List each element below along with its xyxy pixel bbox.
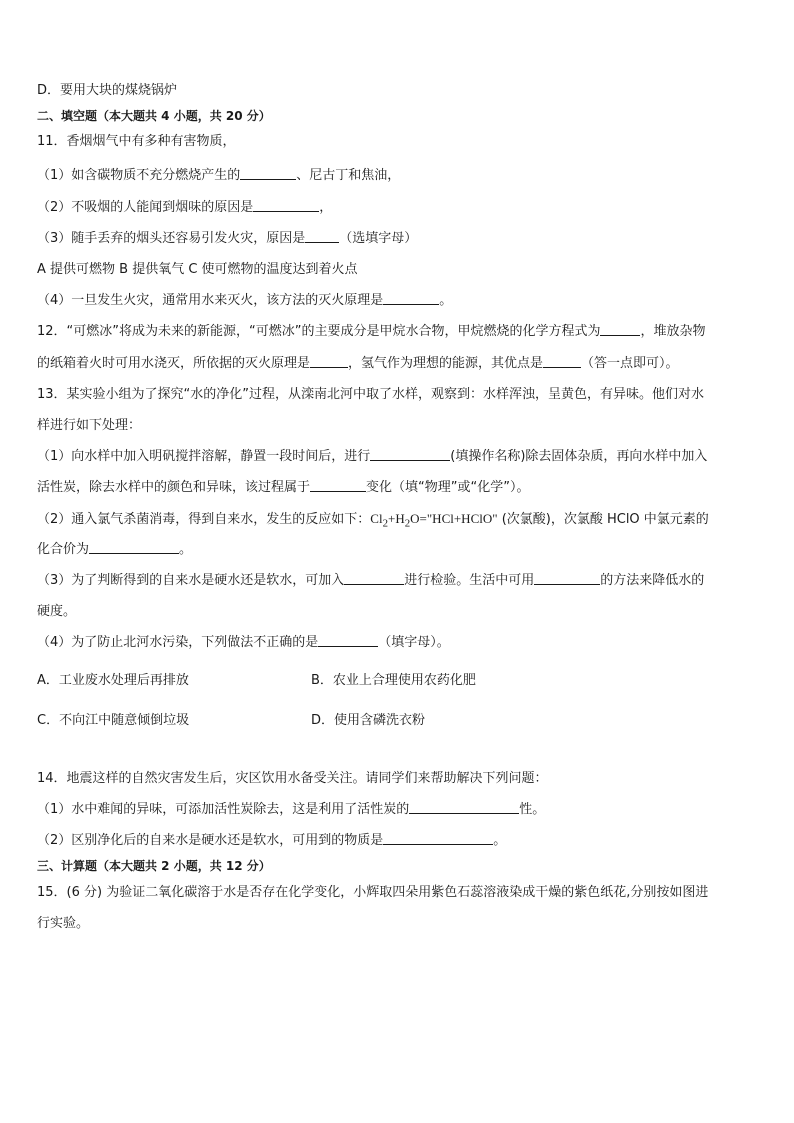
q13-part1b-text: 活性炭，除去水样中的颜色和异味，该过程属于 [37, 480, 311, 495]
q14-part1-text: （1）水中难闻的异味，可添加活性炭除去，这是利用了活性炭的 [37, 802, 410, 817]
answer-blank[interactable] [344, 572, 404, 585]
q13-part3a-mid: 进行检验。生活中可用 [404, 573, 535, 588]
answer-blank[interactable] [240, 167, 296, 180]
q11-part3 [37, 230, 759, 247]
q15-line1: 15．(6 分) 为验证二氧化碳溶于水是否存在化学变化，小辉取四朵用紫色石蕊溶液染成干燥的紫色纸花,分别按如图进 [37, 885, 709, 900]
q13-part1a [37, 448, 759, 465]
q13-option-c: C．不向江中随意倾倒垃圾 [37, 713, 190, 728]
q13-part1a-tail: (填操作名称)除去固体杂质，再向水样中加入 [450, 449, 708, 464]
answer-blank[interactable] [310, 479, 366, 492]
q13-part3a-text: （3）为了判断得到的自来水是硬水还是软水，可加入 [37, 573, 345, 588]
q13-part1a-text: （1）向水样中加入明矾搅拌溶解，静置一段时间后，进行 [37, 449, 371, 464]
q15-line2: 行实验。 [37, 916, 90, 931]
section2-title: 二、填空题（本大题共 4 小题，共 20 分） [37, 109, 271, 123]
q14-part1 [37, 801, 759, 818]
answer-blank[interactable] [310, 355, 348, 368]
q12-line1-text: 12．“可燃冰”将成为未来的新能源，“可燃冰”的主要成分是甲烷水合物，甲烷燃烧的化学方程式为 [37, 324, 601, 339]
q11-part3-tail: （选填字母） [339, 231, 418, 246]
answer-blank[interactable] [370, 448, 450, 461]
answer-blank[interactable] [383, 292, 439, 305]
eq-cl: Cl [370, 511, 383, 526]
q10-option-d: D．要用大块的煤烧锅炉 [37, 83, 178, 98]
q12-line2-mid: ，氢气作为理想的能源，其优点是 [348, 356, 544, 371]
q13-part4-text: （4）为了防止北河水污染，下列做法不正确的是 [37, 635, 319, 650]
q13-part2a-tail: (次氯酸)，次氯酸 HClO 中氯元素的 [497, 512, 709, 527]
q11-part3-text: （3）随手丢弃的烟头还容易引发火灾，原因是 [37, 231, 306, 246]
q13-part1b-tail: 变化（填“物理”或“化学”）。 [366, 480, 530, 495]
q11-options: A 提供可燃物 B 提供氧气 C 使可燃物的温度达到着火点 [37, 262, 358, 277]
q11-stem: 11．香烟烟气中有多种有害物质， [37, 134, 236, 149]
q13-option-b: B．农业上合理使用农药化肥 [311, 673, 476, 688]
eq-h: +H [388, 511, 405, 526]
q11-part4 [37, 292, 759, 309]
q11-part2 [37, 199, 759, 216]
q14-part2 [37, 832, 759, 849]
q13-options-row1 [37, 672, 759, 689]
q11-part2-tail: ， [319, 200, 333, 215]
answer-blank[interactable] [305, 230, 339, 243]
q13-option-d: D．使用含磷洗衣粉 [311, 713, 426, 728]
q13-part2a [37, 510, 759, 533]
q13-line1: 13．某实验小组为了探究“水的净化”过程，从滦南北河中取了水样，观察到：水样浑浊，呈黄色，有异味。他们对水 [37, 387, 705, 402]
q11-part4-text: （4）一旦发生火灾，通常用水来灭火，该方法的灭火原理是 [37, 293, 384, 308]
q12-line1 [37, 323, 759, 340]
answer-blank[interactable] [409, 801, 519, 814]
q12-line2-tail: （答一点即可）。 [581, 356, 679, 371]
q11-part1 [37, 167, 759, 184]
q11-part4-tail: 。 [439, 293, 453, 308]
answer-blank[interactable] [543, 355, 581, 368]
q13-part4 [37, 634, 759, 651]
q13-option-a: A．工业废水处理后再排放 [37, 673, 189, 688]
q13-line2: 样进行如下处理： [37, 418, 142, 433]
answer-blank[interactable] [600, 323, 640, 336]
reaction-equation [370, 511, 498, 530]
q12-line2-text: 的纸箱着火时可用水浇灭，所依据的灭火原理是 [37, 356, 311, 371]
q13-part2a-text: （2）通入氯气杀菌消毒，得到自来水，发生的反应如下： [37, 512, 371, 527]
answer-blank[interactable] [253, 199, 319, 212]
answer-blank[interactable] [534, 572, 600, 585]
q13-options-row2 [37, 712, 759, 729]
q12-line2 [37, 355, 759, 372]
q11-part2-text: （2）不吸烟的人能闻到烟味的原因是 [37, 200, 254, 215]
q13-part3b: 硬度。 [37, 604, 77, 619]
answer-blank[interactable] [318, 634, 378, 647]
q14-part2-text: （2）区别净化后的自来水是硬水还是软水，可用到的物质是 [37, 833, 384, 848]
q13-part2b [37, 541, 759, 558]
q11-part1-text: （1）如含碳物质不充分燃烧产生的 [37, 168, 241, 183]
q12-line1-tail: ，堆放杂物 [640, 324, 706, 339]
q11-part1-tail: 、尼古丁和焦油， [296, 168, 401, 183]
q14-part2-tail: 。 [493, 833, 507, 848]
q14-part1-tail: 性。 [519, 802, 546, 817]
eq-rest: O="HCl+HClO" [410, 511, 498, 526]
q13-part4-tail: （填字母）。 [378, 635, 450, 650]
q13-part3a-tail: 的方法来降低水的 [600, 573, 705, 588]
q14-stem: 14．地震这样的自然灾害发生后，灾区饮用水备受关注。请同学们来帮助解决下列问题： [37, 771, 548, 786]
q13-part2b-tail: 。 [179, 542, 193, 557]
answer-blank[interactable] [89, 541, 179, 554]
eq-sub: 2 [404, 517, 411, 530]
q13-part2b-text: 化合价为 [37, 542, 90, 557]
q13-part1b [37, 479, 759, 496]
section3-title: 三、计算题（本大题共 2 小题，共 12 分） [37, 859, 271, 873]
q13-part3a [37, 572, 759, 589]
eq-sub: 2 [382, 517, 388, 530]
answer-blank[interactable] [383, 832, 493, 845]
